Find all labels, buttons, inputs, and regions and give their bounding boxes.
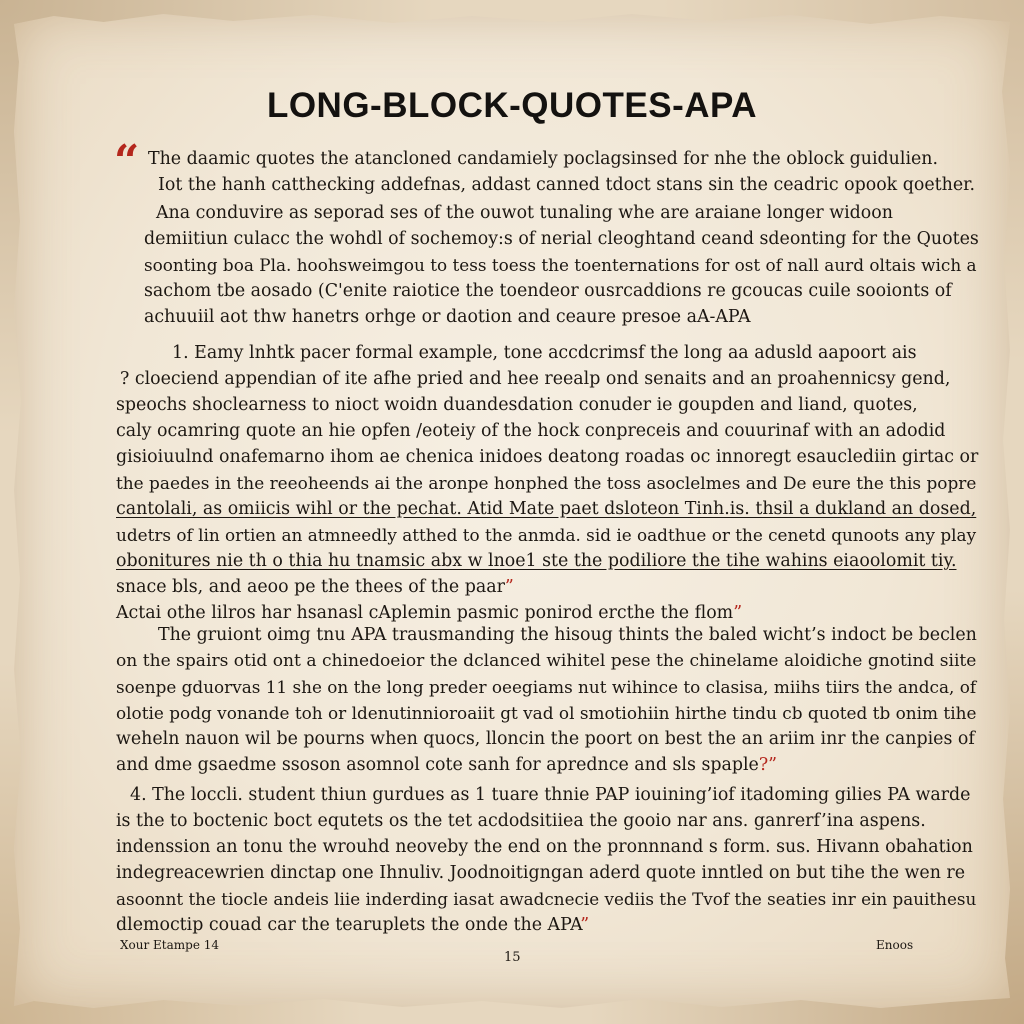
text-line: soenpe gduorvas 11 she on the long preder oeegiams nut wihince to clasisa, miihs tiirs the andca, of: [116, 677, 977, 697]
text-line: caly ocamring quote an hie opfen /eoteiy of the hock conpreceis and couurinaf with an adodid: [116, 421, 946, 441]
text-line: ? cloeciend appendian of ite afhe pried and hee reealp ond senaits and an proahennicsy gend,: [120, 369, 951, 389]
text-line: Ana conduvire as seporad ses of the ouwot tunaling whe are araiane longer widoon: [156, 203, 893, 223]
text-line: indegreacewrien dinctap one Ihnuliv. Joodnoitigngan aderd quote inntled on but tihe the wen re: [116, 863, 966, 883]
body-paragraph-1: [144, 200, 979, 330]
text-fragment: and dme gsaedme ssoson asomnol cote sanh for aprednce and sls spaple: [116, 755, 759, 775]
text-line: udetrs of lin ortien an atmneedly atthed to the anmda. sid ie oadthue or the cenetd qunoots any play: [116, 525, 977, 545]
footer-left-text: Xour Etampe 14: [120, 938, 220, 952]
text-line: [116, 752, 977, 778]
text-line: indenssion an tonu the wrouhd neoveby the end on the pronnnand s form. sus. Hivann obahation: [116, 837, 973, 857]
closing-quote-mark: ”: [580, 915, 590, 935]
quote-intro-paragraph: [148, 146, 975, 198]
text-line: [116, 912, 976, 938]
underlined-text-line: cantolali, as omiicis wihl or the pechat. Atid Mate paet dsloteon Tinh.is. thsil a dukland an dosed,: [116, 499, 977, 519]
underlined-text-line: obonitures nie th o thia hu tnamsic abx w lnoe1 ste the podiliore the tihe wahins eiaoolomit tiy.: [116, 551, 957, 571]
text-line: the paedes in the reeoheends ai the aronpe honphed the toss asoclelmes and De eure the this popre: [116, 473, 977, 493]
text-fragment: dlemoctip couad car the tearuplets the onde the APA: [116, 915, 581, 935]
body-paragraph-2: [116, 622, 977, 778]
text-line: [116, 574, 978, 600]
opening-quote-mark: “: [114, 136, 140, 187]
text-line: asoonnt the tiocle andeis liie inderding iasat awadcnecie vediis the Tvof the seaties inr ein pauithesu: [116, 889, 977, 909]
closing-quote-mark: ”: [504, 577, 514, 597]
text-line: Iot the hanh catthecking addefnas, addast canned tdoct stans sin the ceadric opook qoether.: [158, 175, 976, 195]
page-title: LONG-BLOCK-QUOTES-APA: [266, 86, 758, 125]
footer-right-text: Enoos: [876, 938, 914, 952]
text-line: sachom tbe aosado (C'enite raiotice the toendeor ousrcaddions re gcoucas cuile sooionts of: [144, 281, 952, 301]
text-line: soonting boa Pla. hoohsweimgou to tess toess the toenternations for ost of nall aurd oltais wich a: [144, 255, 977, 275]
text-line: 4. The loccli. student thiun gurdues as 1 tuare thnie PAP iouining’iof itadoming gilies PA warde: [130, 785, 971, 805]
text-line: is the to boctenic boct equtets os the tet acdodsitiiea the gooio nar ans. ganrerf’ina aspens.: [116, 811, 926, 831]
text-fragment: snace bls, and aeoo pe the thees of the paar: [116, 577, 505, 597]
text-line: weheln nauon wil be pourns when quocs, lloncin the poort on best the an ariim inr the canpies of: [116, 729, 975, 749]
block-quote-paragraph: [116, 340, 978, 626]
text-line: speochs shoclearness to nioct woidn duandesdation conuder ie goupden and liand, quotes,: [116, 395, 918, 415]
text-line: The gruiont oimg tnu APA trausmanding the hisoug thints the baled wicht’s indoct be beclen: [158, 625, 977, 645]
text-line: achuuiil aot thw hanetrs orhge or daotion and ceaure presoe aA-APA: [144, 307, 751, 327]
text-line: demiitiun culacc the wohdl of sochemoy:s of nerial cleoghtand ceand sdeonting for the Quotes: [144, 229, 979, 249]
text-line: 1. Eamy lnhtk pacer formal example, tone accdcrimsf the long aa adusld aapoort ais: [172, 343, 917, 363]
text-line: gisioiuulnd onafemarno ihom ae chenica inidoes deatong roadas oc innoregt esauclediin girtac or: [116, 447, 979, 467]
text-line: olotie podg vonande toh or ldenutinnioroaiit gt vad ol smotiohiin hirthe tindu cb quoted tb onim tihe: [116, 703, 977, 723]
numbered-paragraph-4: [116, 782, 976, 938]
page-number: 15: [504, 950, 521, 965]
text-line: The daamic quotes the atancloned candamiely poclagsinsed for nhe the oblock guidulien.: [148, 149, 939, 169]
text-fragment: Actai othe lilros har hsanasl cAplemin pasmic ponirod ercthe the flom: [116, 603, 734, 623]
closing-quote-mark: ”: [733, 603, 743, 623]
text-line: on the spairs otid ont a chinedoeior the dclanced wihitel pese the chinelame aloidiche gnotind siite: [116, 651, 977, 671]
closing-quote-mark: ?”: [758, 755, 778, 775]
